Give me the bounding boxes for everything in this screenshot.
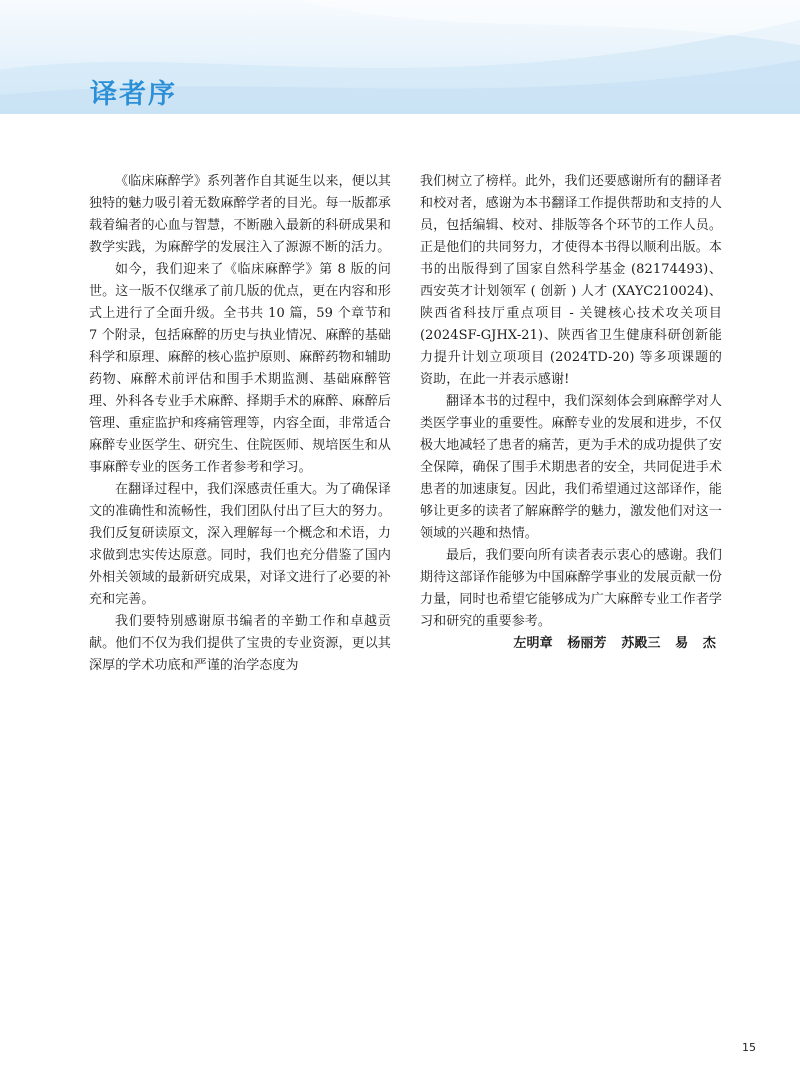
paragraph-thanks-authors: 我们要特别感谢原书编者的辛勤工作和卓越贡献。他们不仅为我们提供了宝贵的专业资源，更以其深厚的学术功底和严谨的治学态度为 <box>89 614 391 673</box>
page-number: 15 <box>742 1041 756 1054</box>
paragraph-translation: 在翻译过程中，我们深感责任重大。为了确保译文的准确性和流畅性，我们团队付出了巨大的努力。我们反复研读原文，深入理解每一个概念和术语，力求做到忠实传达原意。同时，我们也充分借鉴了国内外相关领域的最新研究成果，对译文进行了必要的补充和完善。 <box>89 482 391 607</box>
page-title: 译者序 <box>90 79 177 110</box>
left-column <box>89 171 391 677</box>
header-banner <box>0 0 800 114</box>
paragraph-edition: 如今，我们迎来了《临床麻醉学》第 8 版的问世。这一版不仅继承了前几版的优点，更在内容和形式上进行了全面升级。全书共 10 篇，59 个章节和 7 个附录，包括麻醉的历史与执业情况、麻醉的基础科学和原理、麻醉的核心监护原则、麻醉药物和辅助药物、麻醉术前评估和围手术期监测、基础麻醉管理、外科各专业手术麻醉、择期手术的麻醉、麻醉后管理、重症监护和疼痛管理等，内容全面，非常适合麻醉专业医学生、研究生、住院医师、规培医生和从事麻醉专业的医务工作者参考和学习。 <box>89 262 391 475</box>
paragraph-intro: 《临床麻醉学》系列著作自其诞生以来，便以其独特的魅力吸引着无数麻醉学者的目光。每一版都承载着编者的心血与智慧，不断融入最新的科研成果和教学实践，为麻醉学的发展注入了源源不断的活力。 <box>89 174 391 255</box>
right-column <box>420 171 722 655</box>
paragraph-thanks-continued: 我们树立了榜样。此外，我们还要感谢所有的翻译者和校对者，感谢为本书翻译工作提供帮助和支持的人员，包括编辑、校对、排版等各个环节的工作人员。正是他们的共同努力，才使得本书得以顺利出版。本书的出版得到了国家自然科学基金 (82174493)、西安英才计划领军 ( 创新 ) 人才 (XAYC210024)、陕西省科技厅重点项目 - 关键核心技术攻关项目 (2024SF-GJHX-21)、陕西省卫生健康科研创新能力提升计划立项项目 (2024TD-20) 等多项课题的资助，在此一并表示感谢! <box>420 174 722 387</box>
paragraph-closing: 最后，我们要向所有读者表示衷心的感谢。我们期待这部译作能够为中国麻醉学事业的发展贡献一份力量，同时也希望它能够成为广大麻醉专业工作者学习和研究的重要参考。 <box>420 548 722 629</box>
translator-signature: 左明章 杨丽芳 苏殿三 易 杰 <box>513 636 716 651</box>
paragraph-significance: 翻译本书的过程中，我们深刻体会到麻醉学对人类医学事业的重要性。麻醉专业的发展和进步，不仅极大地减轻了患者的痛苦，更为手术的成功提供了安全保障，确保了围手术期患者的安全，共同促进手术患者的加速康复。因此，我们希望通过这部译作，能够让更多的读者了解麻醉学的魅力，激发他们对这一领域的兴趣和热情。 <box>420 394 722 541</box>
